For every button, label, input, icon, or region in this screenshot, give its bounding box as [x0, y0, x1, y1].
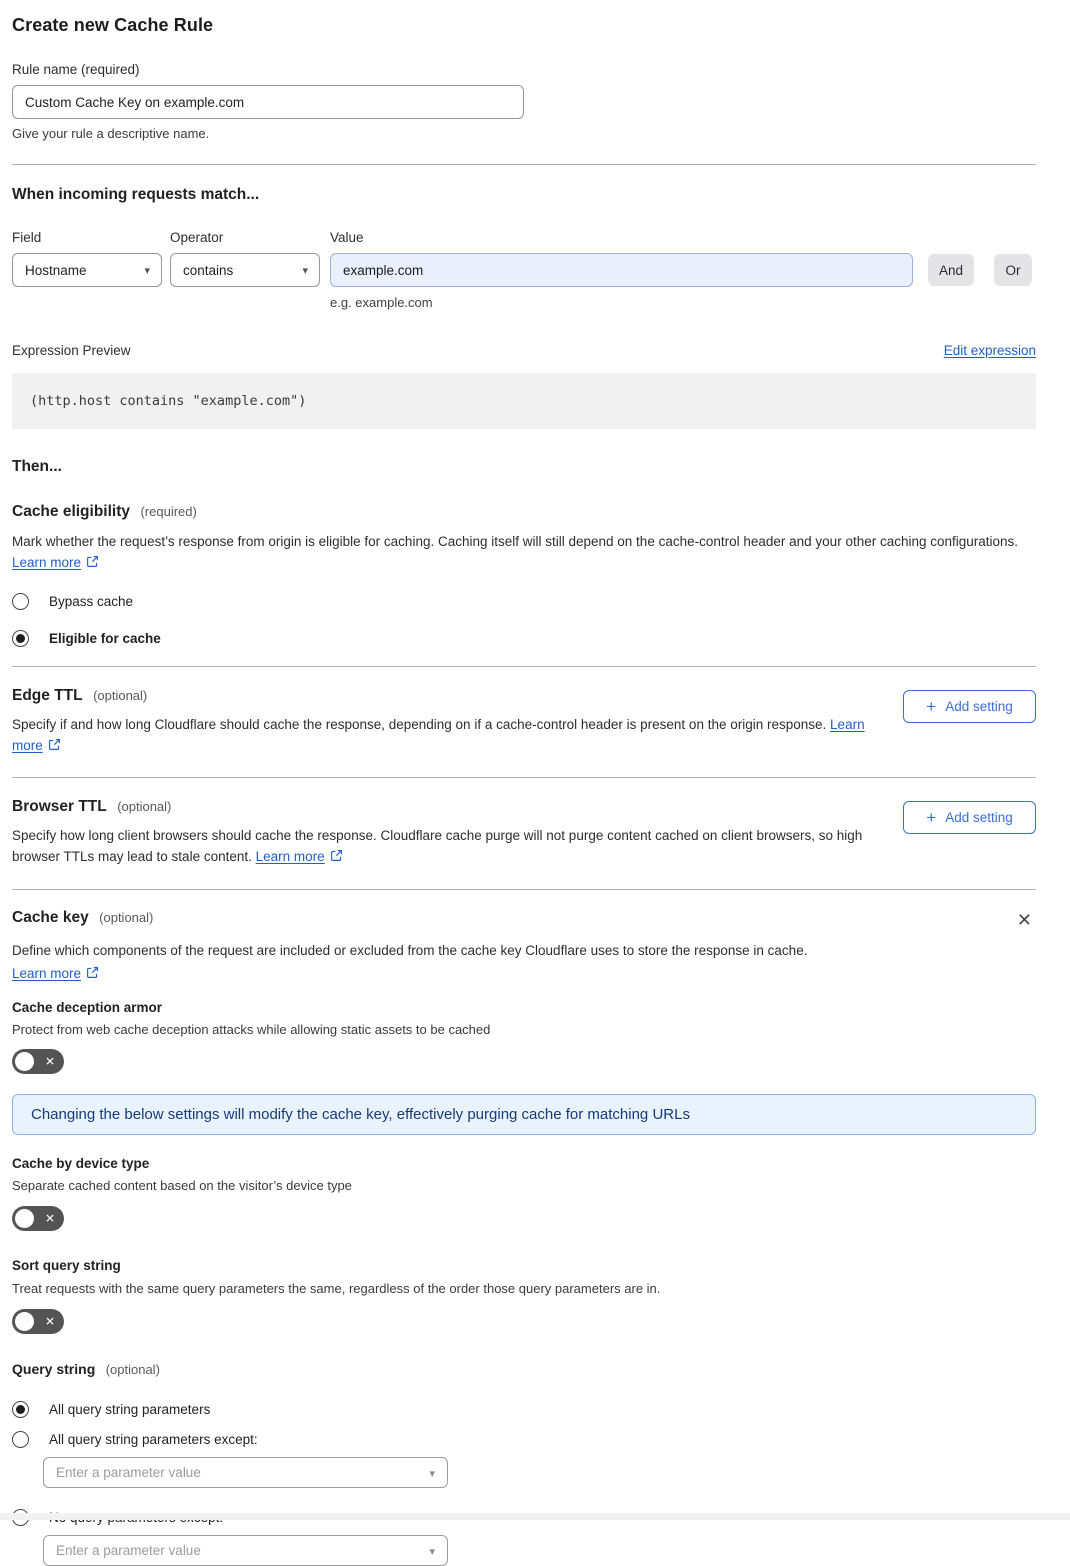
except-parameter-select[interactable] [43, 1457, 448, 1488]
or-button[interactable]: Or [994, 254, 1032, 286]
divider [12, 777, 1036, 778]
cache-key-notice-banner: Changing the below settings will modify the cache key, effectively purging cache for matching URLs [12, 1094, 1036, 1135]
browser-ttl-title: Browser TTL [12, 798, 107, 815]
cache-by-device-type-toggle[interactable] [12, 1206, 64, 1231]
plus-icon: + [926, 807, 937, 827]
edit-expression-link[interactable]: Edit expression [943, 343, 1036, 358]
eligible-for-cache-label: Eligible for cache [49, 631, 161, 646]
edge-ttl-add-setting-button[interactable] [903, 690, 1036, 723]
external-link-icon [86, 553, 99, 574]
cache-key-heading [12, 909, 153, 927]
query-string-badge: (optional) [105, 1362, 160, 1377]
query-string-heading [12, 1361, 1036, 1379]
all-query-params-except-label: All query string parameters except: [49, 1432, 258, 1447]
browser-ttl-description-text: Specify how long client browsers should cache the response. Cloudflare cache purge will not purge content cached on client browsers, so high browser TTLs may lead to stale content. [12, 828, 863, 864]
cache-eligibility-title: Cache eligibility [12, 503, 131, 520]
expression-preview-label: Expression Preview [12, 343, 131, 358]
toggle-off-icon: ✕ [44, 1314, 55, 1329]
eligible-for-cache-option[interactable] [12, 630, 1036, 647]
edge-ttl-add-setting-label: Add setting [945, 699, 1013, 714]
field-select[interactable] [12, 253, 162, 287]
browser-ttl-add-setting-label: Add setting [945, 810, 1013, 825]
external-link-icon [330, 847, 343, 868]
operator-label: Operator [170, 230, 224, 245]
cache-by-device-type-description: Separate cached content based on the visitor’s device type [12, 1178, 352, 1193]
value-input[interactable] [330, 253, 913, 287]
all-query-params-option[interactable] [12, 1401, 1036, 1418]
toggle-knob [15, 1209, 34, 1228]
rule-name-label: Rule name (required) [12, 62, 140, 77]
match-heading: When incoming requests match... [12, 186, 260, 203]
all-query-params-radio[interactable] [12, 1401, 29, 1418]
except-parameter-placeholder: Enter a parameter value [56, 1465, 201, 1480]
edge-ttl-section [12, 687, 1036, 757]
value-hint: e.g. example.com [330, 295, 433, 310]
browser-ttl-section [12, 798, 1036, 868]
expression-preview-row [12, 340, 1036, 361]
cache-deception-armor-title: Cache deception armor [12, 1000, 163, 1015]
browser-ttl-badge: (optional) [117, 799, 172, 814]
sort-query-string-description: Treat requests with the same query parameters the same, regardless of the order those query parameters are in. [12, 1281, 661, 1296]
edge-ttl-description-text: Specify if and how long Cloudflare should cache the response, depending on if a cache-control header is present on the origin response. [12, 717, 827, 732]
no-query-parameter-select[interactable] [43, 1535, 448, 1566]
cache-key-learn-more [12, 963, 1036, 985]
toggle-knob [15, 1052, 34, 1071]
operator-select-value: contains [183, 262, 234, 278]
cache-eligibility-badge: (required) [140, 504, 197, 519]
cache-eligibility-description [12, 531, 1024, 574]
browser-ttl-add-setting-button[interactable] [903, 801, 1036, 834]
cache-key-section-head [12, 909, 1036, 931]
cache-eligibility-learn-more-link[interactable]: Learn more [12, 555, 82, 570]
bypass-cache-option[interactable] [12, 593, 1036, 610]
cache-key-title: Cache key [12, 909, 89, 926]
cache-key-badge: (optional) [99, 910, 154, 925]
query-string-title: Query string [12, 1361, 96, 1377]
expression-code-block [12, 373, 1036, 429]
external-link-icon [86, 964, 99, 985]
expression-text: (http.host contains "example.com") [30, 393, 307, 409]
eligible-for-cache-radio[interactable] [12, 630, 29, 647]
cache-deception-armor-description: Protect from web cache deception attacks while allowing static assets to be cached [12, 1022, 491, 1037]
cache-eligibility-section [12, 503, 1036, 647]
match-controls-row [12, 253, 1036, 287]
all-query-params-label: All query string parameters [49, 1402, 211, 1417]
browser-ttl-content [12, 798, 874, 868]
chevron-down-icon: ▾ [429, 1467, 435, 1480]
cache-deception-armor-toggle[interactable] [12, 1049, 64, 1074]
toggle-off-icon: ✕ [44, 1211, 55, 1226]
page-title: Create new Cache Rule [12, 15, 214, 35]
browser-ttl-learn-more-link[interactable]: Learn more [255, 849, 325, 864]
browser-ttl-heading [12, 798, 874, 816]
match-labels-row [12, 230, 1036, 245]
toggle-off-icon: ✕ [44, 1054, 55, 1069]
external-link-icon [48, 736, 61, 757]
cache-by-device-type-title: Cache by device type [12, 1156, 150, 1171]
no-query-parameter-placeholder: Enter a parameter value [56, 1543, 201, 1558]
value-label: Value [330, 230, 364, 245]
edge-ttl-content [12, 687, 874, 757]
divider [12, 889, 1036, 890]
edge-ttl-description [12, 714, 874, 757]
edge-ttl-title: Edge TTL [12, 687, 83, 704]
rule-name-help: Give your rule a descriptive name. [12, 126, 210, 141]
toggle-knob [15, 1312, 34, 1331]
close-icon[interactable]: ✕ [1016, 910, 1032, 930]
chevron-down-icon: ▾ [302, 265, 308, 278]
chevron-down-icon: ▾ [429, 1545, 435, 1558]
cache-eligibility-description-text: Mark whether the request’s response from origin is eligible for caching. Caching itself will still depend on the cache-control header and your other caching configurations. [12, 534, 1019, 549]
plus-icon: + [926, 696, 937, 716]
cache-key-learn-more-link[interactable]: Learn more [12, 966, 82, 981]
field-select-value: Hostname [25, 262, 87, 278]
rule-name-input[interactable] [12, 85, 524, 119]
and-button[interactable]: And [928, 254, 974, 286]
all-query-params-except-radio[interactable] [12, 1431, 29, 1448]
browser-ttl-description [12, 825, 874, 868]
sort-query-string-title: Sort query string [12, 1258, 121, 1273]
edge-ttl-badge: (optional) [93, 688, 148, 703]
edge-ttl-learn-more-link[interactable]: Learn more [12, 717, 865, 753]
bypass-cache-radio[interactable] [12, 593, 29, 610]
sort-query-string-toggle[interactable] [12, 1309, 64, 1334]
cache-key-description: Define which components of the request are included or excluded from the cache key Cloudflare uses to store the response in cache. [12, 943, 808, 958]
all-query-params-except-option[interactable] [12, 1431, 1036, 1448]
page-bottom-edge [0, 1513, 1070, 1520]
bypass-cache-label: Bypass cache [49, 594, 134, 609]
then-heading: Then... [12, 458, 62, 475]
chevron-down-icon: ▾ [144, 265, 150, 278]
divider [12, 164, 1036, 165]
cache-eligibility-heading [12, 503, 1036, 521]
edge-ttl-heading [12, 687, 874, 705]
operator-select[interactable] [170, 253, 320, 287]
divider [12, 666, 1036, 667]
field-label: Field [12, 230, 42, 245]
